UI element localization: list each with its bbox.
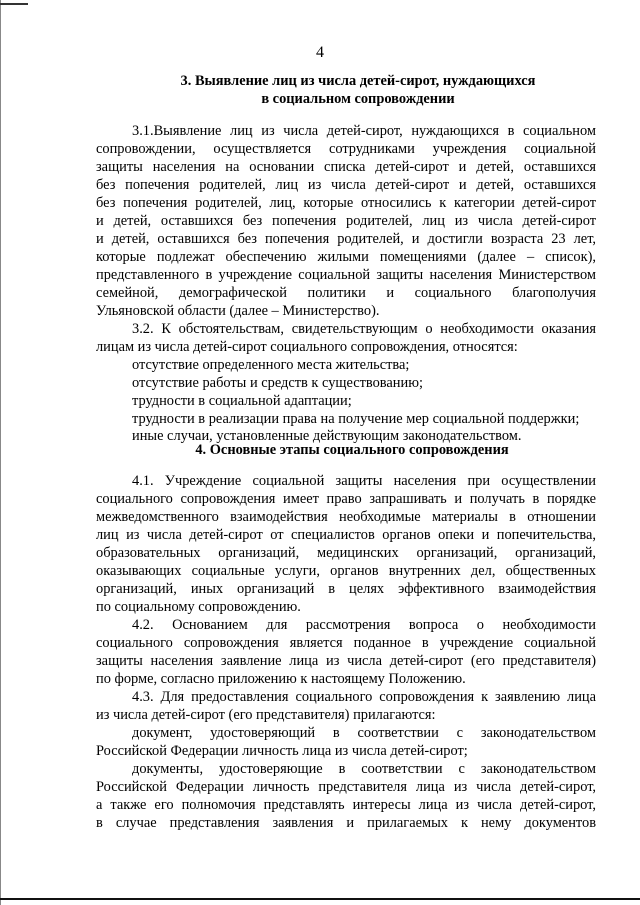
section-3-paragraph-line: и детей, оставшихся без попечения родителей, и достигли возраста 23 лет, — [96, 231, 596, 247]
scan-edge-left — [0, 0, 1, 905]
section-3-list-item: иные случаи, установленные действующим законодательством. — [132, 428, 522, 444]
section-3-list-item: отсутствие работы и средств к существованию; — [132, 375, 423, 391]
section-3-paragraph-line: сопровождении, осуществляется сотрудниками учреждения социальной — [96, 141, 596, 157]
scan-mark-top — [0, 3, 28, 5]
section-3-list-item: трудности в социальной адаптации; — [132, 393, 352, 409]
section-3-heading-line-1: 3. Выявление лиц из числа детей-сирот, нуждающихся — [180, 73, 536, 89]
page-number: 4 — [316, 44, 324, 61]
section-4-paragraph-line: лиц из числа детей-сирот от специалистов органов опеки и попечительства, — [96, 527, 596, 543]
section-4-paragraph-line: Российской Федерации личность лица из числа детей-сирот; — [96, 743, 468, 759]
section-4-paragraph-line: образовательных организаций, медицинских организаций, организаций, — [96, 545, 596, 561]
section-3-list-item: отсутствие определенного места жительства; — [132, 357, 410, 373]
section-4-paragraph-line: оказывающих социальные услуги, органов внутренних дел, общественных — [96, 563, 596, 579]
section-4-paragraph-line: 4.3. Для предоставления социального сопровождения к заявлению лица — [132, 689, 596, 705]
section-4-paragraph-line: из числа детей-сирот (его представителя) прилагаются: — [96, 707, 436, 723]
section-3-paragraph-line: без попечения родителей, лиц из числа детей-сирот и детей, оставшихся — [96, 177, 596, 193]
section-4-paragraph-line: 4.1. Учреждение социальной защиты населения при осуществлении — [132, 473, 596, 489]
section-4-paragraph-line: межведомственного взаимодействия необходимые материалы в отношении — [96, 509, 596, 525]
section-4-paragraph-line: по социальному сопровождению. — [96, 599, 301, 615]
section-4-paragraph-line: документы, удостоверяющие в соответствии с законодательством — [132, 761, 596, 777]
section-4-paragraph-line: защиты населения заявление лица из числа детей-сирот (его представителя) — [96, 653, 596, 669]
section-4-paragraph-line: по форме, согласно приложению к настоящему Положению. — [96, 671, 466, 687]
section-3-paragraph-line: без попечения родителей, лиц, которые относились к категории детей-сирот — [96, 195, 596, 211]
section-4-paragraph-line: документ, удостоверяющий в соответствии с законодательством — [132, 725, 596, 741]
section-4-paragraph-line: а также его полномочия представлять интересы лица из числа детей-сирот, — [96, 797, 596, 813]
scan-edge-bottom — [0, 898, 640, 900]
section-3-heading-line-2: в социальном сопровождении — [261, 91, 455, 107]
section-4-paragraph-line: Российской Федерации личность представителя лица из числа детей-сирот, — [96, 779, 596, 795]
section-3-paragraph-line: защиты населения на основании списка детей-сирот и детей, оставшихся — [96, 159, 596, 175]
section-3-paragraph-line: представленного в учреждение социальной защиты населения Министерством — [96, 267, 596, 283]
section-3-paragraph-line: которые подлежат обеспечению жилыми помещениями (далее – список), — [96, 249, 596, 265]
section-3-paragraph-line: 3.1.Выявление лиц из числа детей-сирот, нуждающихся в социальном — [132, 123, 596, 139]
section-4-heading: 4. Основные этапы социального сопровождения — [195, 442, 509, 458]
section-3-list-item: трудности в реализации права на получение мер социальной поддержки; — [132, 411, 580, 427]
section-3-paragraph-line: 3.2. К обстоятельствам, свидетельствующим о необходимости оказания — [132, 321, 596, 337]
section-3-paragraph-line: лицам из числа детей-сирот социального сопровождения, относятся: — [96, 339, 518, 355]
section-4-paragraph-line: социального сопровождения является поданное в учреждение социальной — [96, 635, 596, 651]
section-3-paragraph-line: семейной, демографической политики и социального благополучия — [96, 285, 596, 301]
section-4-paragraph-line: организаций, иных организаций в целях эффективного взаимодействия — [96, 581, 596, 597]
section-3-paragraph-line: и детей, оставшихся без попечения родителей, лиц из числа детей-сирот — [96, 213, 596, 229]
section-4-paragraph-line: 4.2. Основанием для рассмотрения вопроса о необходимости — [132, 617, 596, 633]
section-4-paragraph-line: социального сопровождения имеет право запрашивать и получать в порядке — [96, 491, 596, 507]
section-4-paragraph-line: в случае представления заявления и прилагаемых к нему документов — [96, 815, 596, 831]
section-3-paragraph-line: Ульяновской области (далее – Министерство). — [96, 303, 380, 319]
